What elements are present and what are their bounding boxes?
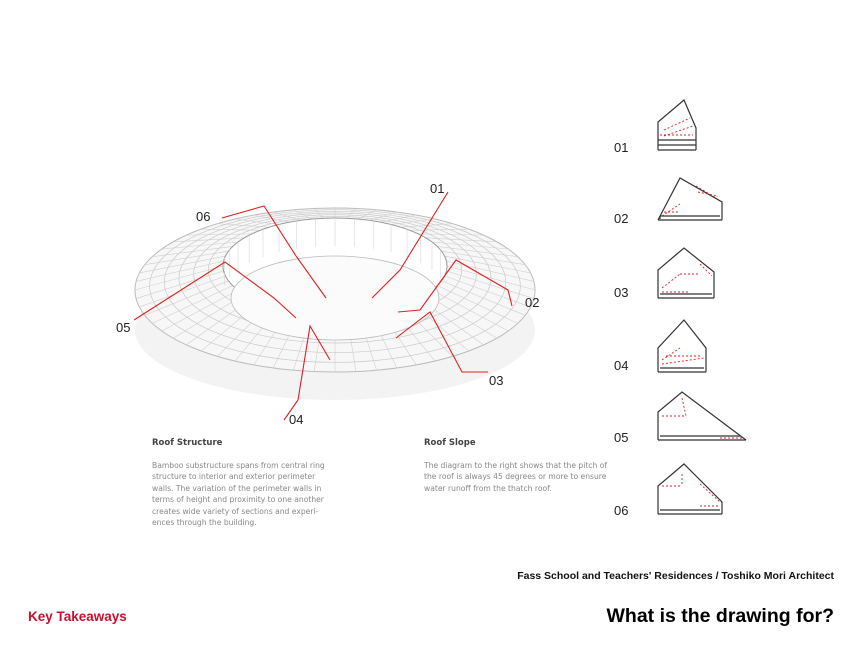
courtyard-floor — [231, 256, 439, 340]
callout-label-06: 06 — [196, 209, 211, 224]
ring-roof-axonometric — [0, 0, 600, 440]
roof-slope-block — [424, 438, 654, 494]
section-04 — [658, 320, 706, 372]
section-06 — [658, 464, 722, 514]
roof-structure-text — [152, 460, 382, 528]
callout-label-03: 03 — [489, 373, 504, 388]
section-05 — [658, 392, 746, 440]
roof-structure-block — [152, 438, 382, 528]
roof-slope-line: the roof is always 45 degrees or more to ensure — [424, 472, 607, 482]
roof-structure-line: walls. The variation of the perimeter walls in — [152, 483, 322, 493]
roof-structure-title: Roof Structure — [152, 438, 223, 448]
key-takeaways-heading: Key Takeaways — [28, 609, 127, 624]
roof-structure-line: ences through the building. — [152, 518, 257, 528]
inner-ring-wall — [223, 218, 447, 340]
roof-structure-line: Bamboo substructure spans from central ring — [152, 461, 325, 470]
roof-slope-line: The diagram to the right shows that the pitch of — [424, 461, 608, 470]
section-number-03: 03 — [614, 285, 629, 300]
section-number-02: 02 — [614, 211, 629, 226]
project-credit: Fass School and Teachers' Residences / Toshiko Mori Architect — [517, 570, 834, 582]
section-number-01: 01 — [614, 140, 629, 155]
section-02 — [658, 178, 722, 220]
section-03 — [658, 248, 714, 298]
roof-sections — [640, 90, 760, 530]
roof-structure-line: structure to interior and exterior perimeter — [152, 472, 316, 482]
callout-label-04: 04 — [289, 412, 304, 427]
roof-slope-title: Roof Slope — [424, 438, 476, 448]
callout-label-05: 05 — [116, 320, 131, 335]
callout-label-01: 01 — [430, 181, 445, 196]
drawing-question: What is the drawing for? — [606, 605, 834, 627]
section-01 — [658, 100, 696, 150]
roof-structure-line: creates wide variety of sections and experi- — [152, 506, 319, 516]
roof-structure-line: terms of height and proximity to one another — [152, 495, 324, 505]
roof-slope-text — [424, 460, 654, 494]
section-number-05: 05 — [614, 430, 629, 445]
callout-label-02: 02 — [525, 295, 540, 310]
section-number-06: 06 — [614, 503, 629, 518]
roof-slope-line: water runoff from the thatch roof. — [424, 483, 552, 493]
section-number-04: 04 — [614, 358, 629, 373]
